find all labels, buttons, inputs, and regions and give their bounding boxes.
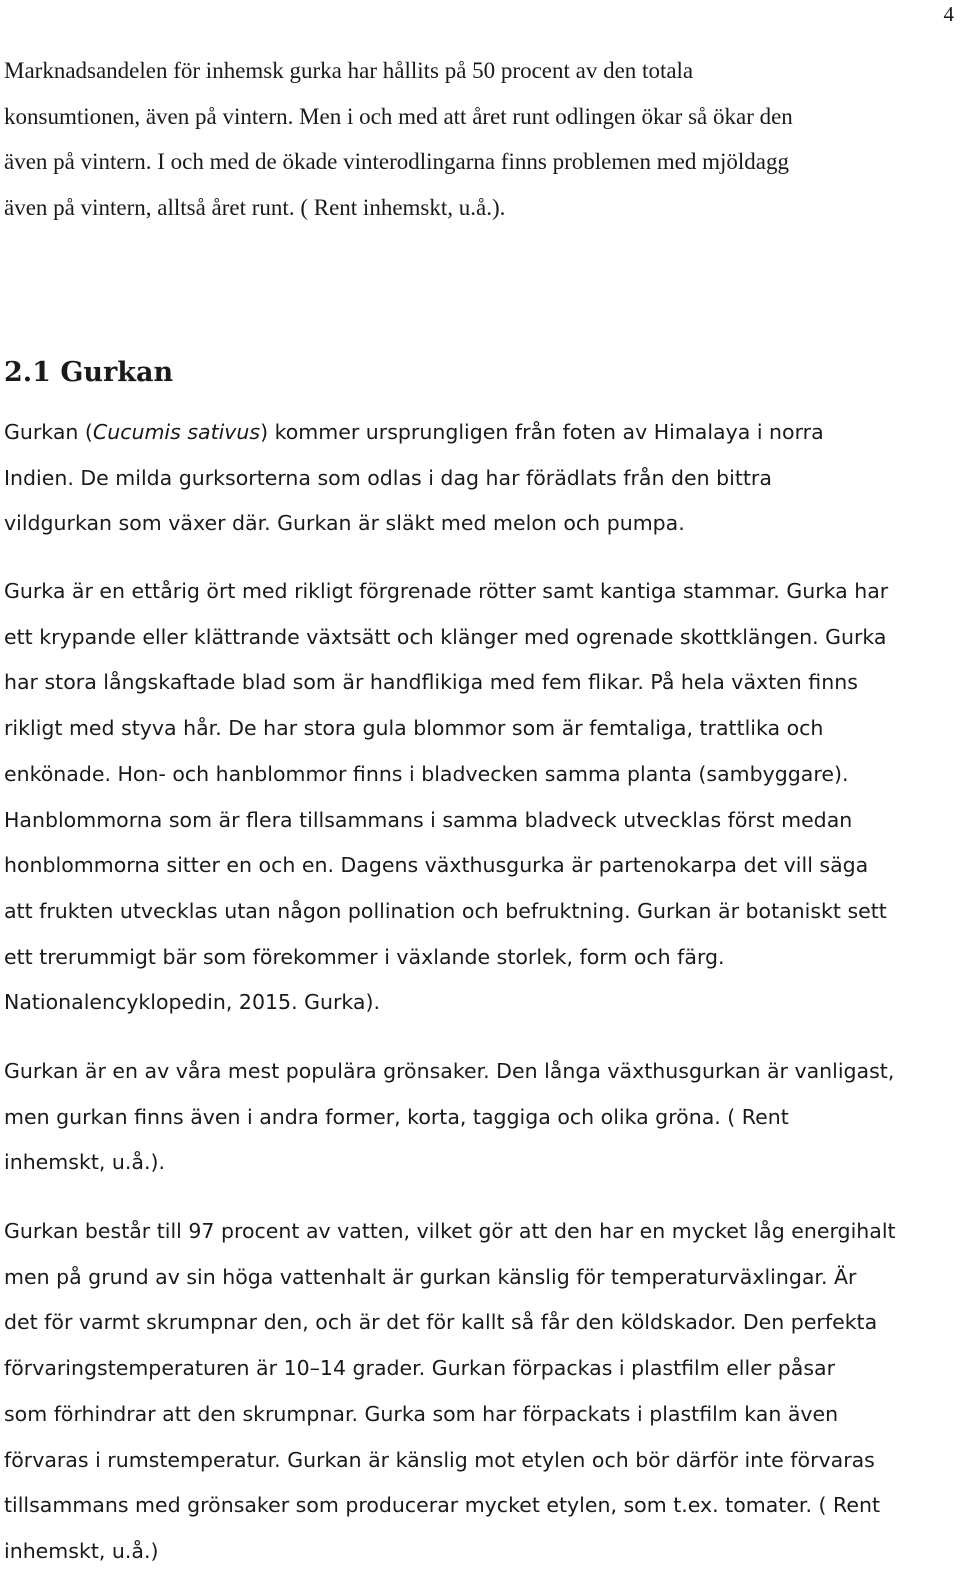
text-line: ett trerummigt bär som förekommer i växlande storlek, form och färg.	[4, 944, 725, 969]
text-line: Gurkan består till 97 procent av vatten, vilket gör att den har en mycket låg energihalt	[4, 1219, 896, 1243]
species-name: Cucumis sativus	[92, 420, 261, 444]
text-line: förvaras i rumstemperatur. Gurkan är känslig mot etylen och bör därför inte förvaras	[4, 1447, 875, 1472]
text-line: Hanblommorna som är flera tillsammans i samma bladveck utvecklas först medan	[4, 807, 853, 832]
text-line: inhemskt, u.å.).	[4, 1150, 165, 1175]
text-line: som förhindrar att den skrumpnar. Gurka som har förpackats i plastfilm kan även	[4, 1401, 839, 1426]
text-line: förvaringstemperaturen är 10–14 grader. Gurkan förpackas i plastfilm eller påsar	[4, 1356, 836, 1381]
text-line: har stora långskaftade blad som är handflikiga med fem flikar. På hela växten finns	[4, 670, 858, 695]
text-line: Indien. De milda gurksorterna som odlas i dag har förädlats från den bittra	[4, 465, 772, 490]
intro-paragraph	[4, 48, 960, 230]
storage-paragraph	[4, 1209, 960, 1575]
text-line: Nationalencyklopedin, 2015. Gurka).	[4, 990, 380, 1015]
text-line: tillsammans med grönsaker som producerar mycket etylen, som t.ex. tomater. ( Rent	[4, 1493, 880, 1518]
text-line: Marknadsandelen för inhemsk gurka har hållits på 50 procent av den totala	[4, 58, 694, 83]
text-line: rikligt med styva hår. De har stora gula blommor som är femtaliga, trattlika och	[4, 716, 824, 741]
botany-paragraph	[4, 569, 960, 1026]
text-line: ett krypande eller klättrande växtsätt och klänger med ogrenade skottklängen. Gurka	[4, 624, 887, 649]
text-line: Gurka är en ettårig ört med rikligt förgrenade rötter samt kantiga stammar. Gurka har	[4, 579, 889, 603]
text-line: men gurkan finns även i andra former, korta, taggiga och olika gröna. ( Rent	[4, 1104, 789, 1129]
text-line: det för varmt skrumpnar den, och är det för kallt så får den köldskador. Den perfekta	[4, 1310, 878, 1335]
text-line: enkönade. Hon- och hanblommor finns i bladvecken samma planta (sambyggare).	[4, 761, 849, 786]
text-line: även på vintern, alltså året runt. ( Rent inhemskt, u.å.).	[4, 194, 506, 220]
text-line: inhemskt, u.å.)	[4, 1538, 159, 1563]
text-fragment: Gurkan (	[4, 420, 93, 444]
text-fragment: ) kommer ursprungligen från foten av Himalaya i norra	[260, 420, 824, 444]
page-number: 4	[943, 2, 954, 26]
text-line	[4, 410, 960, 456]
text-line: honblommorna sitter en och en. Dagens växthusgurka är partenokarpa det vill säga	[4, 853, 869, 878]
text-line: konsumtionen, även på vintern. Men i och med att året runt odlingen ökar så ökar den	[4, 103, 793, 129]
text-line: även på vintern. I och med de ökade vinterodlingarna finns problemen med mjöldagg	[4, 149, 789, 174]
text-line: Gurkan är en av våra mest populära grönsaker. Den långa växthusgurkan är vanligast,	[4, 1059, 895, 1083]
text-line: vildgurkan som växer där. Gurkan är släkt med melon och pumpa.	[4, 511, 685, 536]
section-heading: 2.1 Gurkan	[4, 357, 174, 388]
popularity-paragraph	[4, 1049, 960, 1186]
text-line: men på grund av sin höga vattenhalt är gurkan känslig för temperaturväxlingar. Är	[4, 1264, 857, 1289]
origin-paragraph	[4, 410, 960, 547]
text-line: att frukten utvecklas utan någon pollination och befruktning. Gurkan är botaniskt sett	[4, 898, 887, 923]
